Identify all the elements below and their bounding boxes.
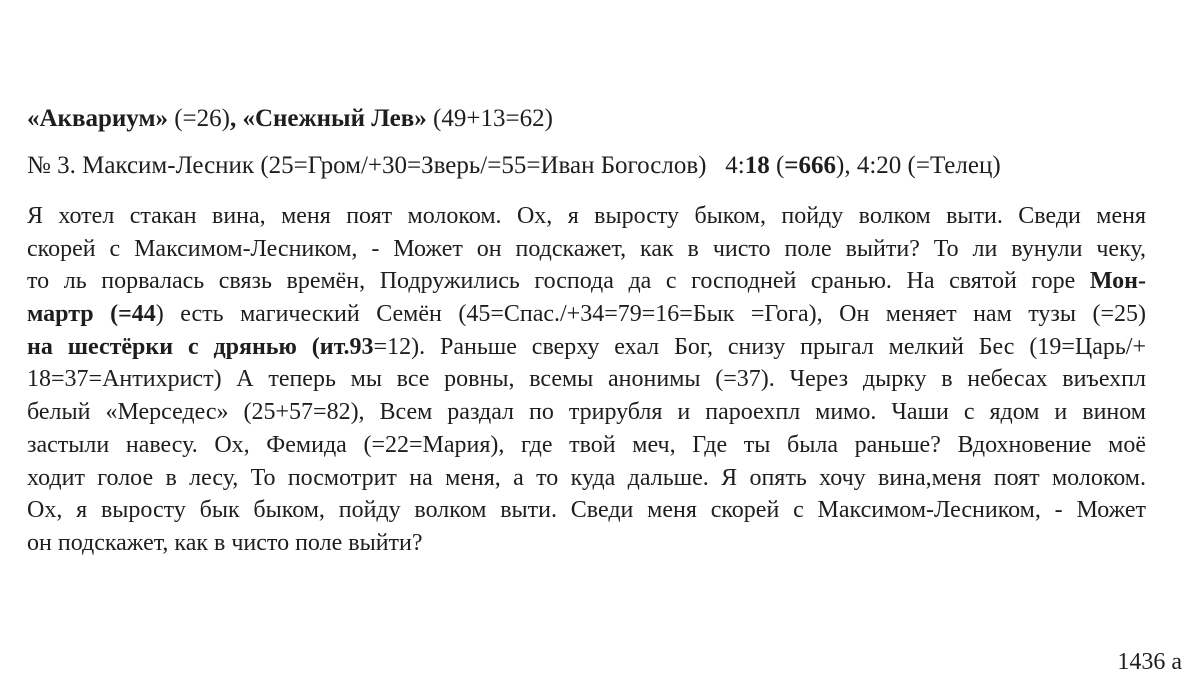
number-666-bold: =666 [784, 152, 837, 179]
paragraph-line-4 [27, 298, 1146, 331]
song-title-and-calc: № 3. Максим-Лесник (25=Гром/+30=Зверь/=55=Иван Богослов) 4: [27, 152, 745, 179]
line-text: Я хотел стакан вина, меня поят молоком. Ох, я выросту быком, пойду волком выти. Сведи меня [27, 203, 1146, 229]
paragraph-line-11 [27, 527, 1146, 560]
line-text: застыли навесу. Ох, Фемида (=22=Мария), где твой меч, Где ты была раньше? Вдохновение моё [27, 431, 1146, 458]
line-text: то ль порвалась связь времён, Подружились господа да с господней сранью. На святой горе [27, 268, 1090, 295]
line-text: =12). Раньше сверху ехал Бог, снизу прыгал мелкий Бес (19=Царь/+ [373, 333, 1146, 360]
song-collection-title: , «Снежный Лев» [229, 105, 427, 132]
song-heading-line [27, 151, 1001, 181]
title-line [27, 104, 553, 134]
line-text: ходит голое в лесу, То посмотрит на меня, а то куда дальше. Я опять хочу вина,меня поят молоком. [27, 464, 1146, 491]
open-paren: ( [769, 152, 785, 179]
paragraph-line-6 [27, 363, 1146, 396]
line-text: скорей с Максимом-Лесником, - Может он подскажет, как в чисто поле выйти? То ли вунули чеку, [27, 235, 1146, 262]
verse-number-bold: 18 [744, 152, 770, 179]
album-title: «Аквариум» [27, 105, 168, 132]
line-text: Ох, я выросту бык быком, пойду волком выти. Сведи меня скорей с Максимом-Лесником, - Может [27, 497, 1146, 524]
line-text: он подскажет, как в чисто поле выйти? [27, 529, 423, 556]
page-number: 1436 a [1117, 649, 1182, 675]
paragraph-line-10 [27, 494, 1146, 527]
paragraph-line-3 [27, 265, 1146, 298]
heading-tail: ), 4:20 (=Телец) [836, 152, 1001, 179]
line-text-bold: Мон- [1089, 268, 1146, 295]
lyrics-paragraph [27, 200, 1146, 560]
line-text-bold: на шестёрки с дрянью (ит.93 [27, 333, 374, 360]
paragraph-line-7 [27, 396, 1146, 429]
album-number: (=26) [167, 105, 230, 132]
paragraph-line-8 [27, 429, 1146, 462]
line-text-bold: мартр (=44 [27, 301, 156, 328]
collection-number: (49+13=62) [426, 105, 553, 132]
line-text: белый «Мерседес» (25+57=82), Всем раздал по трирубля и пароехпл мимо. Чаши с ядом и вином [27, 399, 1146, 426]
line-text: ) есть магический Семён (45=Спас./+34=79=16=Бык =Гога), Он меняет нам тузы (=25) [155, 301, 1147, 328]
paragraph-line-5 [27, 331, 1146, 364]
paragraph-line-9 [27, 462, 1146, 495]
paragraph-line-1 [27, 200, 1146, 233]
paragraph-line-2 [27, 233, 1146, 266]
line-text: 18=37=Антихрист) А теперь мы все ровны, всемы анонимы (=37). Через дырку в небесах виъехпл [27, 366, 1146, 393]
